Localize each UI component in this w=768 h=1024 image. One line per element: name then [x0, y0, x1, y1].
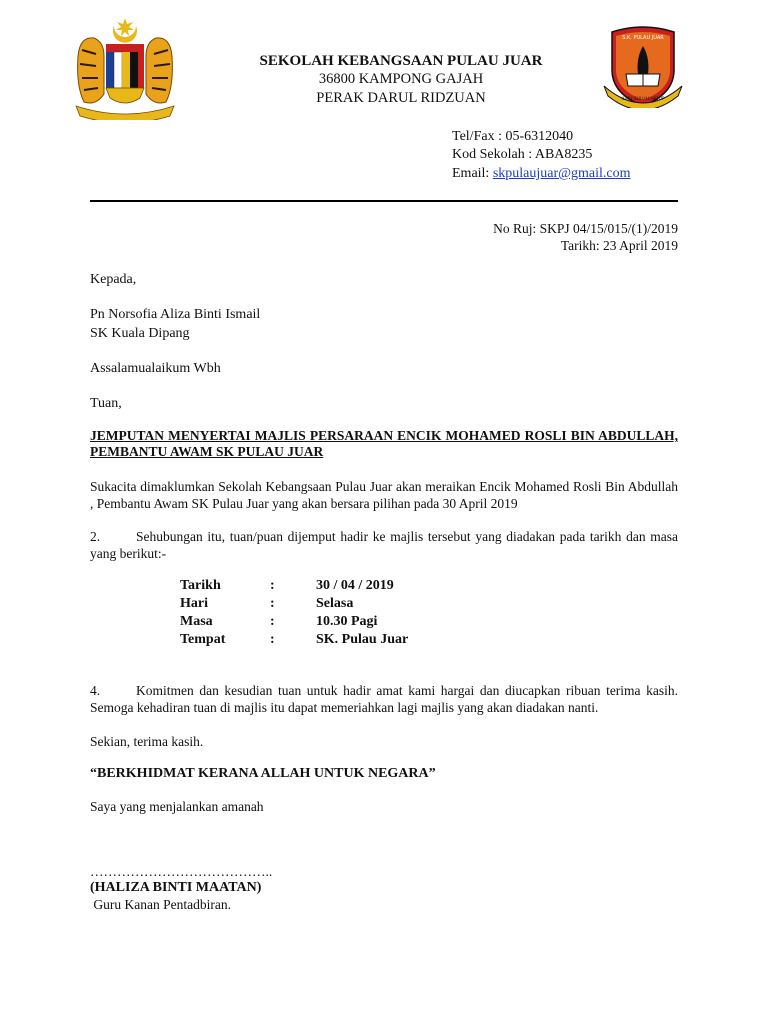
school-code: Kod Sekolah : ABA8235	[452, 147, 593, 162]
school-name: SEKOLAH KEBANGSAAN PULAU JUAR	[259, 53, 543, 69]
detail-sep: :	[270, 614, 275, 629]
address-line2: PERAK DARUL RIDZUAN	[316, 90, 486, 106]
signatory-title: Guru Kanan Pentadbiran.	[90, 897, 231, 912]
reference-number: No Ruj: SKPJ 04/15/015/(1)/2019	[493, 221, 678, 236]
kepada-label: Kepada,	[90, 272, 137, 287]
tel-fax: Tel/Fax : 05-6312040	[452, 129, 574, 144]
paragraph-2-number: 2.	[90, 529, 101, 544]
paragraph-4-text: Komitmen dan kesudian tuan untuk hadir amat kami hargai dan diucapkan ribuan terima kasih. Semoga kehadiran tuan di majlis itu dapat memeriahkan lagi majlis yang akan diadakan nanti.	[90, 683, 678, 715]
detail-label-tempat: Tempat	[180, 632, 226, 647]
school-badge-icon	[602, 24, 684, 108]
coat-of-arms-icon	[70, 16, 180, 120]
email-line	[452, 165, 631, 182]
detail-label-masa: Masa	[180, 614, 213, 629]
address-line1: 36800 KAMPONG GAJAH	[318, 71, 484, 87]
salutation: Tuan,	[90, 396, 122, 411]
detail-row	[180, 577, 480, 649]
detail-sep: :	[270, 578, 275, 593]
letter-date: Tarikh: 23 April 2019	[560, 238, 678, 253]
closing-line: Sekian, terima kasih.	[90, 734, 204, 749]
recipient-name: Pn Norsofia Aliza Binti Ismail	[90, 307, 261, 322]
badge-bottom-text: ILMU SULUH HIDUP	[621, 97, 665, 102]
email-label: Email:	[452, 166, 493, 181]
detail-value-tarikh: 30 / 04 / 2019	[316, 578, 394, 593]
detail-sep: :	[270, 596, 275, 611]
paragraph-2-text: Sehubungan itu, tuan/puan dijemput hadir ke majlis tersebut yang diadakan pada tarikh dan masa yang berikut:-	[90, 529, 678, 561]
header-divider	[90, 200, 678, 202]
recipient-school: SK Kuala Dipang	[90, 326, 190, 341]
detail-sep: :	[270, 632, 275, 647]
detail-label-hari: Hari	[180, 596, 208, 611]
detail-value-masa: 10.30 Pagi	[316, 614, 378, 629]
signature-line: …………………………………..	[90, 864, 273, 879]
detail-value-hari: Selasa	[316, 596, 354, 611]
paragraph-1: Sukacita dimaklumkan Sekolah Kebangsaan Pulau Juar akan meraikan Encik Mohamed Rosli Bin Abdullah , Pembantu Awam SK Pulau Juar yang akan bersara pilihan pada 30 April 2019	[90, 479, 678, 511]
detail-value-tempat: SK. Pulau Juar	[316, 632, 409, 647]
badge-top-text: S.K. PULAU JUAR	[622, 35, 664, 41]
greeting: Assalamualaikum Wbh	[90, 361, 221, 376]
trust-line: Saya yang menjalankan amanah	[90, 799, 264, 814]
signatory-name: (HALIZA BINTI MAATAN)	[90, 880, 262, 895]
detail-label-tarikh: Tarikh	[180, 578, 221, 593]
email-link[interactable]: skpulaujuar@gmail.com	[492, 166, 631, 181]
motto: “BERKHIDMAT KERANA ALLAH UNTUK NEGARA”	[90, 766, 436, 781]
paragraph-4-number: 4.	[90, 683, 101, 698]
letter-subject: JEMPUTAN MENYERTAI MAJLIS PERSARAAN ENCIK MOHAMED ROSLI BIN ABDULLAH, PEMBANTU AWAM SK PULAU JUAR	[90, 428, 678, 459]
